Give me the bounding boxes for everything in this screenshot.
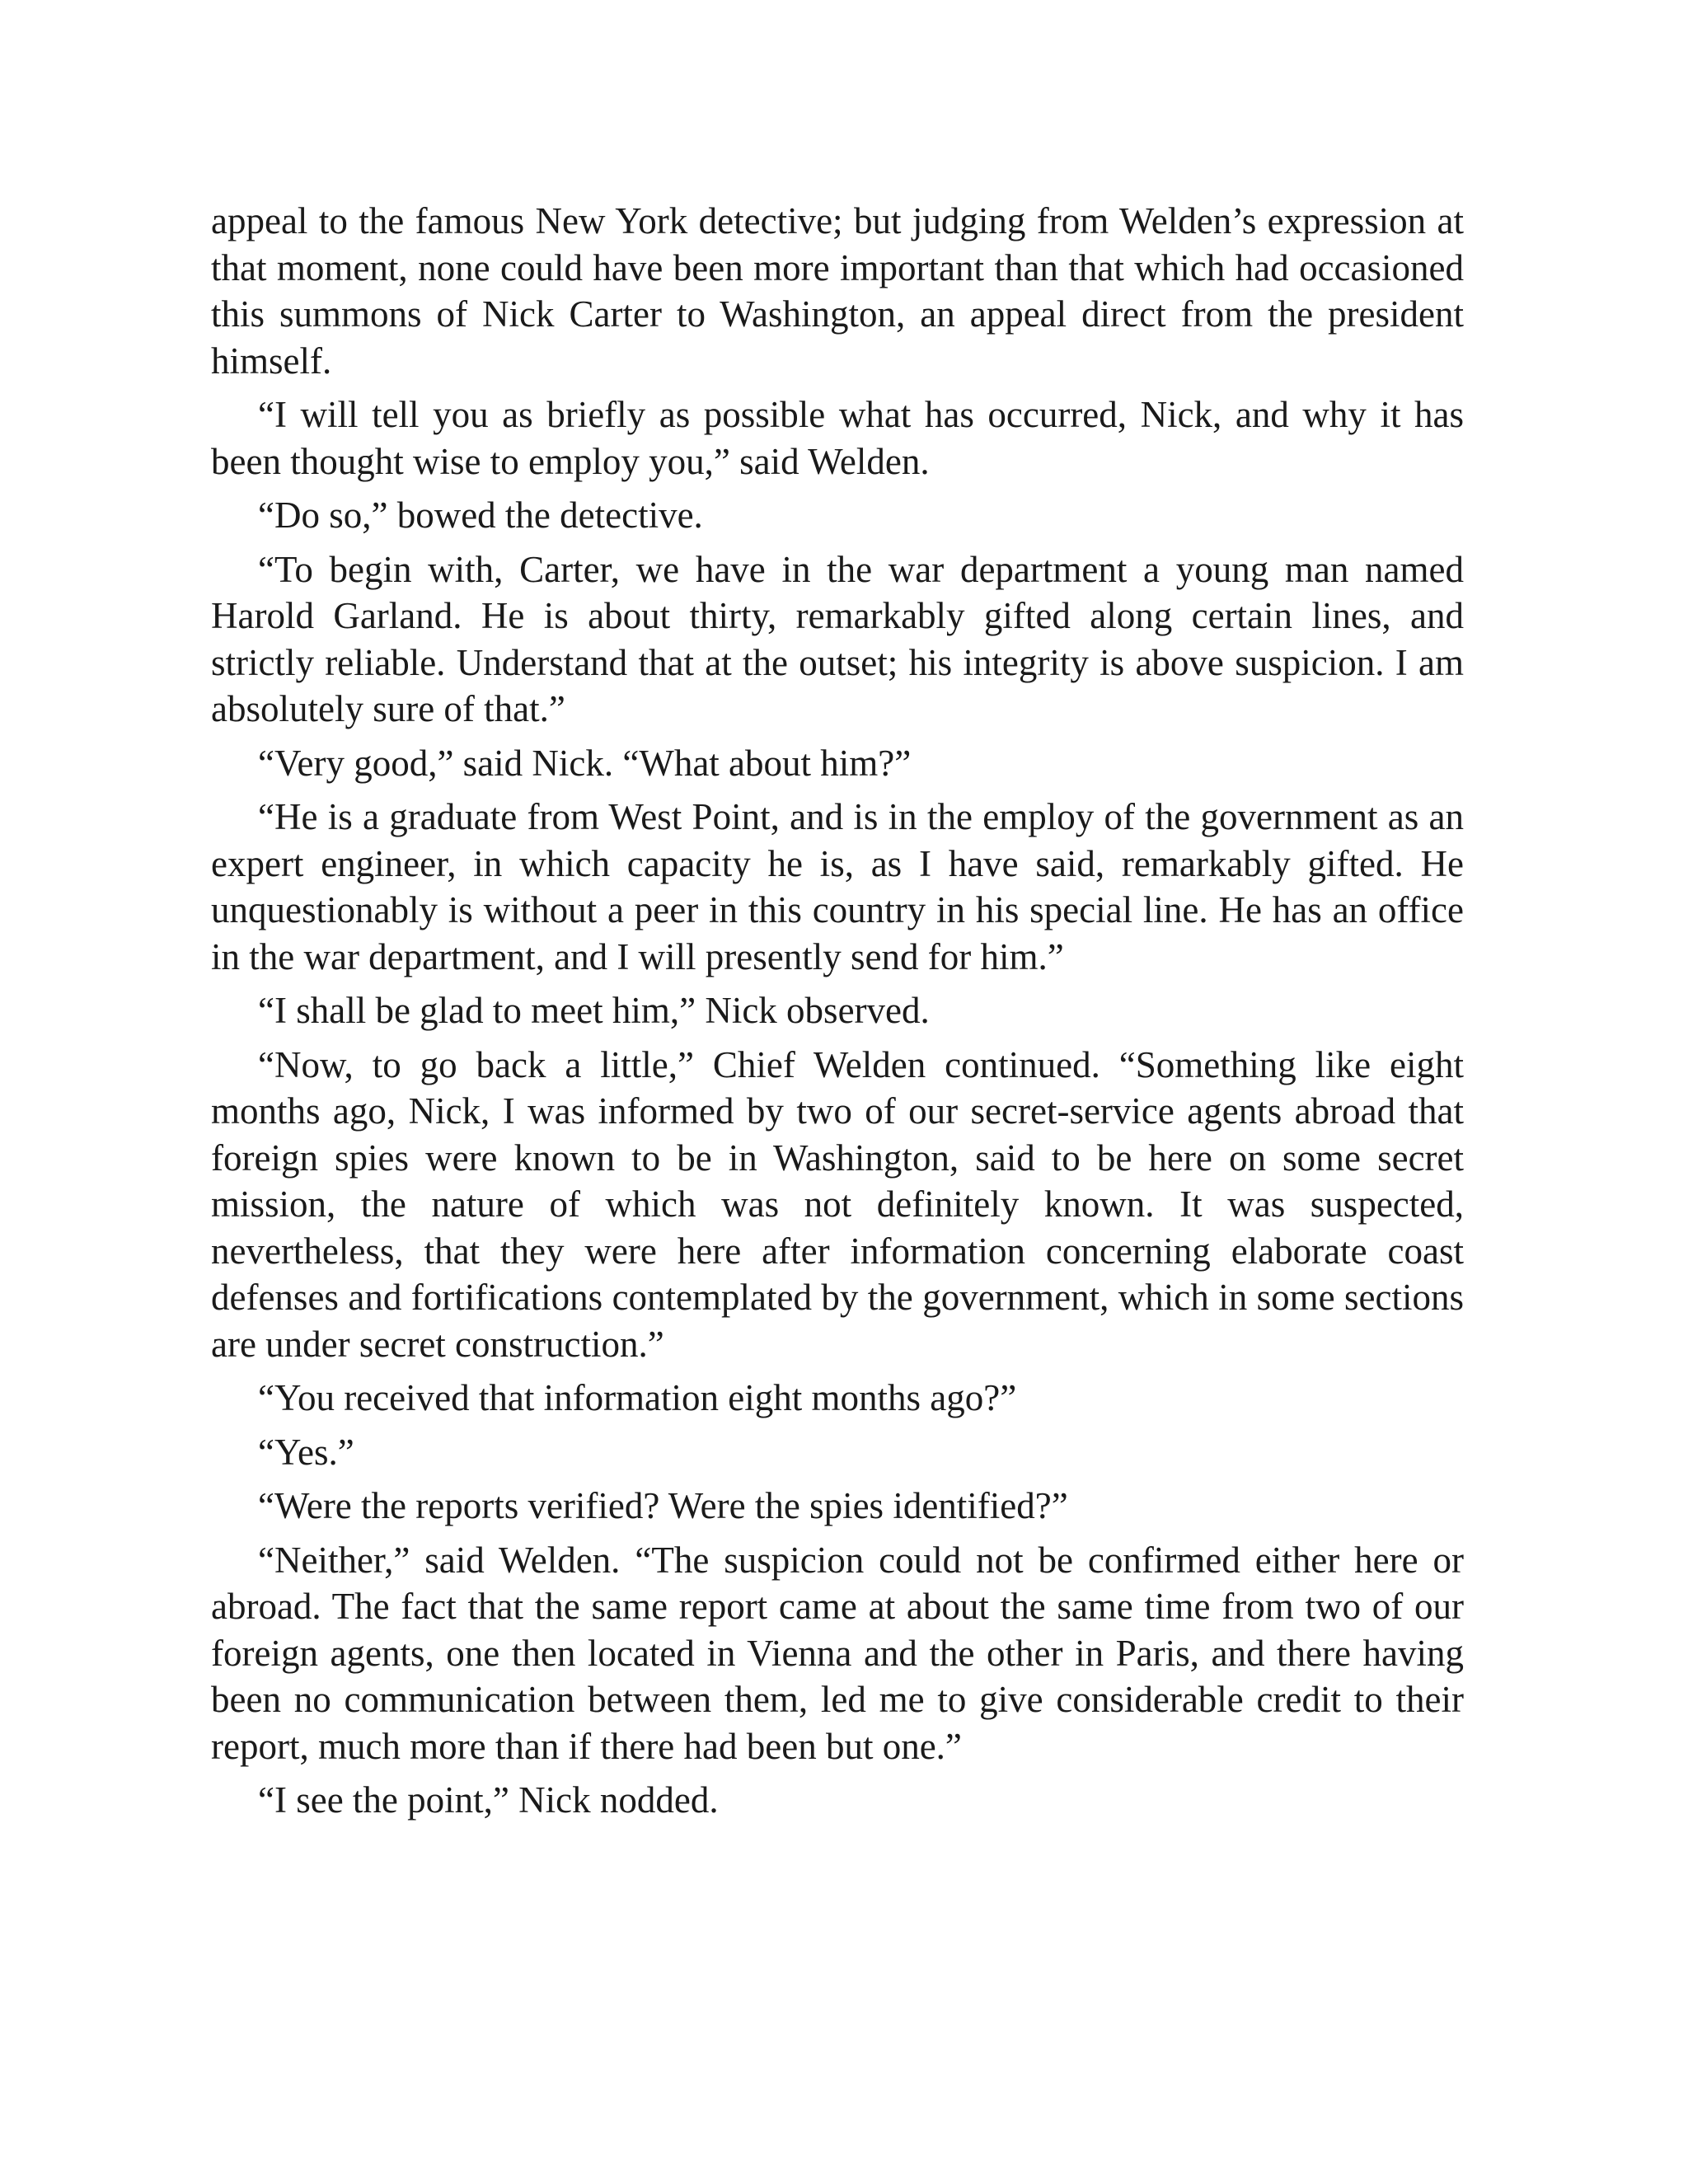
paragraph: “He is a graduate from West Point, and is in the employ of the government as an expert engineer, in which capacity he is, as I have said, remarkably gifted. He unquestionably is without a peer in this country in his special line. He has an office in the war department, and I will presently send for him.” — [211, 796, 1464, 977]
paragraph: “I see the point,” Nick nodded. — [258, 1779, 719, 1821]
book-page — [211, 198, 1464, 1831]
paragraph: “Yes.” — [258, 1431, 354, 1473]
paragraph: “I will tell you as briefly as possible what has occurred, Nick, and why it has been thought wise to employ you,” said Welden. — [211, 394, 1464, 482]
paragraph: “To begin with, Carter, we have in the war department a young man named Harold Garland. He is about thirty, remarkably gifted along certain lines, and strictly reliable. Understand that at the outset; his integrity is above suspicion. I am absolutely sure of that.” — [211, 548, 1464, 729]
paragraph: “You received that information eight months ago?” — [258, 1377, 1017, 1418]
paragraph: “I shall be glad to meet him,” Nick observed. — [258, 990, 930, 1031]
paragraph: “Neither,” said Welden. “The suspicion could not be confirmed either here or abroad. The fact that the same report came at about the same time from two of our foreign agents, one then located in Vienna and the other in Paris, and there having been no communication between them, led me to give considerable credit to their report, much more than if there had been but one.” — [211, 1539, 1464, 1767]
paragraph: “Do so,” bowed the detective. — [258, 494, 703, 536]
paragraph-continued: appeal to the famous New York detective; but judging from Welden’s expression at that moment, none could have been more important than that which had occasioned this summons of Nick Carter to Washington, an appeal direct from the president himself. — [211, 200, 1464, 382]
paragraph: “Very good,” said Nick. “What about him?” — [258, 742, 912, 784]
paragraph: “Now, to go back a little,” Chief Welden continued. “Something like eight months ago, Nick, I was informed by two of our secret-service agents abroad that foreign spies were known to be in Washington, said to be here on some secret mission, the nature of which was not definitely known. It was suspected, nevertheless, that they were here after information concerning elaborate coast defenses and fortifications contemplated by the government, which in some sections are under secret construction.” — [211, 1043, 1464, 1365]
paragraph: “Were the reports verified? Were the spies identified?” — [258, 1485, 1068, 1526]
